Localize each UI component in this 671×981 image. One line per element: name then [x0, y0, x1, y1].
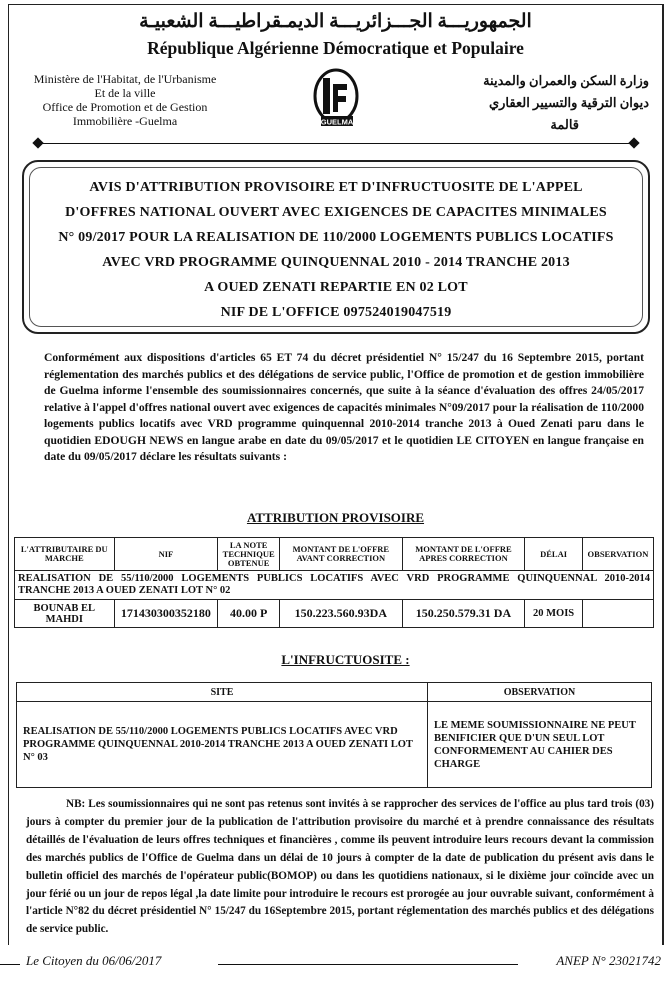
observation-cell [582, 600, 653, 628]
ministry-french [20, 72, 230, 128]
attribution-title: ATTRIBUTION PROVISOIRE [246, 510, 425, 525]
col-header: SITE [17, 683, 428, 702]
french-republic-heading: République Algérienne Démocratique et Populaire [147, 38, 524, 58]
footer-source: Le Citoyen du 06/06/2017 [26, 953, 162, 968]
col-header: DÉLAI [525, 538, 583, 571]
infructuosite-table [16, 682, 652, 788]
ministry-line-ar: ديوان الترقية والتسيير العقاري [488, 95, 649, 110]
note-cell: 40.00 P [218, 600, 280, 628]
lot-description-row [15, 571, 654, 600]
arabic-republic-heading: الجمهوريـــة الجـــزائريـــة الديمـقراطيـــة الشعبيـة [139, 11, 532, 32]
amount-before-cell: 150.223.560.93DA [280, 600, 403, 628]
nb-paragraph: NB: Les soumissionnaires qui ne sont pas retenus sont invités à se rapprocher des services de l'office au plus tard trois (03) jours à compter du premier jour de la publication de l'attribution provisoire du marché et à prendre connaissance des résultats détaillés de l'évaluation de leurs offres techniques et financières , comme ils peuvent introduire leurs recours devant la commission des marchés publics de l'Office de Guelma dans un délai de 10 jours à compter de la date de publication du présent avis dans le bulletin officiel des marchés de l'opérateur public(BOMOP) ou dans les quotidiens nationaux, si le dixième jour coïncide avec un jour férié ou un jour de repos légal ,la date limite pour introduire le recours est prorogée au jour ouvrable suivant, conformément à l'article N°82 du décret présidentiel N° 15/247 du 16Septembre 2015, portant réglementation des marchés publics et des délégations de service public. [26, 798, 654, 936]
ministry-line-ar: قالمة [550, 117, 579, 132]
ministry-arabic [449, 70, 649, 136]
title-line: A OUED ZENATI REPARTIE EN 02 LOT [204, 280, 468, 295]
table-row [15, 600, 654, 628]
footer-anep: ANEP N° 23021742 [556, 953, 661, 968]
title-line: D'OFFRES NATIONAL OUVERT AVEC EXIGENCES DE CAPACITES MINIMALES [65, 205, 607, 220]
title-line: AVEC VRD PROGRAMME QUINQUENNAL 2010 - 2014 TRANCHE 2013 [102, 255, 570, 270]
delay-cell: 20 MOIS [525, 600, 583, 628]
attributaire-cell: BOUNAB EL MAHDI [15, 600, 115, 628]
col-header: MONTANT DE L'OFFRE APRES CORRECTION [402, 538, 525, 571]
office-logo [305, 68, 367, 132]
col-header: OBSERVATION [428, 683, 652, 702]
ministry-line: Immobilière -Guelma [72, 114, 178, 128]
table-header-row [17, 683, 652, 702]
lot-description: REALISATION DE 55/110/2000 LOGEMENTS PUBLICS LOCATIFS AVEC VRD PROGRAMME QUINQUENNAL 2010-2014 TRANCHE 2013 A OUED ZENATI LOT N° 02 [15, 571, 654, 600]
ministry-line-ar: وزارة السكن والعمران والمدينة [483, 73, 649, 88]
intro-paragraph: Conformément aux dispositions d'articles 65 ET 74 du décret présidentiel N° 15/247 du 16 Septembre 2015, portant réglementation des marchés publics et des délégations de service public, l'Office de promotion et de gestion immobilière de Guelma informe l'ensemble des soumissionnaires concernés, que suite à la séance d'évaluation des offres 24/05/2017 relative à l'appel d'offres national ouvert avec exigences de capacités minimales N°09/2017 pour la réalisation de 110/2000 logements publics locatifs avec VRD programme quinquennal 2010-2014 tranche 2013 à Oued Zenati paru dans le quotidien EDOUGH NEWS en langue arabe en date du 09/05/2017 et le quotidien LE CITOYEN en langue française en date du 09/05/2017 déclare les résultats suivants : [44, 351, 644, 463]
header-divider [38, 143, 634, 144]
title-line: N° 09/2017 POUR LA REALISATION DE 110/2000 LOGEMENTS PUBLICS LOCATIFS [58, 230, 614, 245]
site-cell: REALISATION DE 55/110/2000 LOGEMENTS PUBLICS LOCATIFS AVEC VRD PROGRAMME QUINQUENNAL 2010-2014 TRANCHE 2013 A OUED ZENATI LOT N° 03 [17, 702, 428, 788]
ministry-line: Et de la ville [94, 86, 156, 100]
logo-wordmark: GUELMA [320, 117, 354, 127]
ministry-line: Ministère de l'Habitat, de l'Urbanisme [33, 72, 217, 86]
footer-line-middle [218, 964, 518, 965]
attribution-table [14, 537, 654, 628]
col-header: OBSERVATION [582, 538, 653, 571]
ministry-line: Office de Promotion et de Gestion [42, 100, 208, 114]
col-header: L'ATTRIBUTAIRE DU MARCHE [15, 538, 115, 571]
table-header-row [15, 538, 654, 571]
title-line: AVIS D'ATTRIBUTION PROVISOIRE ET D'INFRUCTUOSITE DE L'APPEL [89, 180, 583, 195]
col-header: MONTANT DE L'OFFRE AVANT CORRECTION [280, 538, 403, 571]
col-header: LA NOTE TECHNIQUE OBTENUE [218, 538, 280, 571]
amount-after-cell: 150.250.579.31 DA [402, 600, 525, 628]
observation-cell: LE MEME SOUMISSIONNAIRE NE PEUT BENIFICIER QUE D'UN SEUL LOT CONFORMEMENT AU CAHIER DES CHARGE [428, 702, 652, 788]
table-row [17, 702, 652, 788]
nif-cell: 171430300352180 [114, 600, 218, 628]
col-header: NIF [114, 538, 218, 571]
title-line: NIF DE L'OFFICE 097524019047519 [220, 305, 452, 320]
footer-line-left [0, 964, 20, 965]
infructuosite-title: L'INFRUCTUOSITE : [281, 652, 410, 667]
